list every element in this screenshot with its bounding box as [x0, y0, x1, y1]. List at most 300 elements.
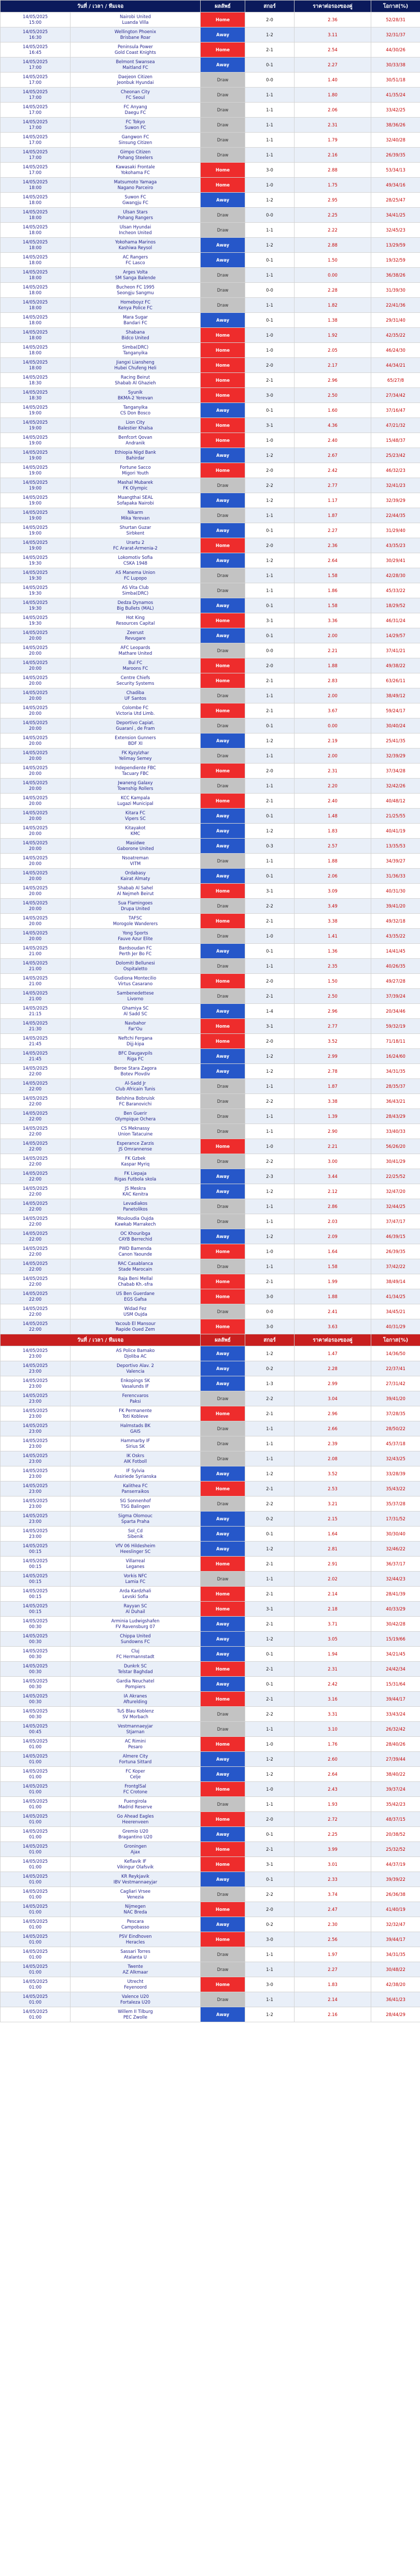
- match-odds: 2.50: [295, 989, 371, 1004]
- table-row[interactable]: [1, 1004, 420, 1019]
- result-badge: Home: [201, 1902, 245, 1917]
- table-row[interactable]: [1, 1572, 420, 1587]
- match-teams-line-2: Nagano Parceiro: [117, 185, 153, 190]
- match-odds: 3.71: [295, 1617, 371, 1632]
- match-odds: 1.64: [295, 1244, 371, 1259]
- table-row[interactable]: [1, 1049, 420, 1064]
- match-odds: 1.92: [295, 328, 371, 343]
- match-datetime-line-1: 14/05/2025: [22, 29, 48, 34]
- table-row[interactable]: [1, 57, 420, 73]
- match-datetime: [1, 1049, 71, 1064]
- match-teams: [71, 1752, 201, 1767]
- table-row[interactable]: [1, 989, 420, 1004]
- match-score: 0-1: [245, 1647, 295, 1662]
- match-datetime-line-1: 14/05/2025: [22, 1321, 48, 1326]
- match-datetime-line-1: 14/05/2025: [22, 1363, 48, 1368]
- table-row[interactable]: [1, 433, 420, 448]
- table-row[interactable]: [1, 1557, 420, 1572]
- match-teams: [71, 1812, 201, 1827]
- table-row[interactable]: [1, 1391, 420, 1406]
- table-row[interactable]: [1, 508, 420, 523]
- table-row[interactable]: [1, 1692, 420, 1707]
- table-row[interactable]: [1, 688, 420, 703]
- match-teams-line-2: Canon Yaounde: [118, 1251, 152, 1257]
- result-badge: Home: [201, 914, 245, 929]
- match-score: 1-1: [245, 1797, 295, 1812]
- match-teams-line-1: Independiente FBC: [115, 765, 156, 770]
- match-odds: 2.86: [295, 1199, 371, 1214]
- table-row[interactable]: [1, 1812, 420, 1827]
- table-row[interactable]: [1, 2007, 420, 2022]
- result-badge: Draw: [201, 1572, 245, 1587]
- match-teams-line-2: Al Nejmeh Beirut: [117, 891, 154, 896]
- match-datetime-line-1: 14/05/2025: [22, 134, 48, 139]
- table-row[interactable]: [1, 1917, 420, 1932]
- table-row[interactable]: [1, 313, 420, 328]
- table-row[interactable]: [1, 1977, 420, 1992]
- table-row[interactable]: [1, 223, 420, 238]
- table-row[interactable]: [1, 1214, 420, 1229]
- match-teams-line-2: Sirbkent: [126, 530, 145, 536]
- match-probability: 56/26/20: [371, 1139, 420, 1154]
- match-teams: [71, 448, 201, 463]
- match-odds: 1.50: [295, 974, 371, 989]
- match-datetime-line-1: 14/05/2025: [22, 420, 48, 425]
- table-row[interactable]: [1, 88, 420, 103]
- table-row[interactable]: [1, 1019, 420, 1034]
- match-odds: 2.30: [295, 1917, 371, 1932]
- table-row[interactable]: [1, 1346, 420, 1361]
- table-row[interactable]: [1, 133, 420, 148]
- result-badge: Draw: [201, 508, 245, 523]
- match-datetime-line-1: 14/05/2025: [22, 1156, 48, 1161]
- table-row[interactable]: [1, 178, 420, 193]
- table-row[interactable]: [1, 463, 420, 478]
- result-badge: Away: [201, 253, 245, 268]
- match-probability: 34/41/25: [371, 208, 420, 223]
- table-row[interactable]: [1, 328, 420, 343]
- table-row[interactable]: [1, 388, 420, 403]
- match-probability: 20/38/52: [371, 1827, 420, 1842]
- table-row[interactable]: [1, 643, 420, 658]
- match-datetime-line-2: 23:00: [29, 1519, 42, 1524]
- match-datetime: [1, 1797, 71, 1812]
- table-row[interactable]: [1, 1034, 420, 1049]
- match-teams-line-1: CS Meknassy: [121, 1126, 150, 1131]
- table-row[interactable]: [1, 1767, 420, 1782]
- table-row[interactable]: [1, 1319, 420, 1334]
- table-row[interactable]: [1, 1797, 420, 1812]
- table-row[interactable]: [1, 1154, 420, 1169]
- table-row[interactable]: [1, 193, 420, 208]
- table-row[interactable]: [1, 1992, 420, 2007]
- table-row[interactable]: [1, 839, 420, 854]
- table-row[interactable]: [1, 1632, 420, 1647]
- table-row[interactable]: [1, 568, 420, 583]
- match-score: 0-0: [245, 1304, 295, 1319]
- match-probability: 33/43/24: [371, 1707, 420, 1722]
- table-row[interactable]: [1, 42, 420, 57]
- match-teams-line-1: Hot King: [126, 615, 145, 620]
- match-datetime-line-2: 22:00: [29, 1176, 42, 1182]
- match-datetime: [1, 523, 71, 538]
- match-teams-line-2: Atalanta U: [124, 1954, 147, 1960]
- match-score: 2-0: [245, 358, 295, 373]
- table-row[interactable]: [1, 779, 420, 794]
- match-probability: 35/43/22: [371, 1481, 420, 1496]
- match-probability: 38/49/12: [371, 688, 420, 703]
- match-teams-line-1: Nsoatreman: [122, 855, 149, 860]
- table-row[interactable]: [1, 1436, 420, 1451]
- match-datetime: [1, 1019, 71, 1034]
- match-teams: [71, 12, 201, 27]
- table-row[interactable]: [1, 1064, 420, 1079]
- table-row[interactable]: [1, 1722, 420, 1737]
- table-row[interactable]: [1, 1244, 420, 1259]
- match-probability: 41/40/19: [371, 1902, 420, 1917]
- table-row[interactable]: [1, 974, 420, 989]
- table-row[interactable]: [1, 914, 420, 929]
- table-row[interactable]: [1, 1512, 420, 1527]
- match-datetime: [1, 553, 71, 568]
- match-teams-line-2: Union Tatacuine: [118, 1131, 153, 1136]
- match-score: 1-2: [245, 1346, 295, 1361]
- match-datetime: [1, 343, 71, 358]
- table-row[interactable]: [1, 899, 420, 914]
- table-row[interactable]: [1, 1079, 420, 1094]
- table-row[interactable]: [1, 1542, 420, 1557]
- match-teams-line-2: Paksi: [130, 1399, 141, 1404]
- match-probability: 34/21/45: [371, 1647, 420, 1662]
- table-header-row: [1, 1, 420, 12]
- match-score: 1-2: [245, 553, 295, 568]
- table-row[interactable]: [1, 493, 420, 508]
- table-row[interactable]: [1, 118, 420, 133]
- table-row[interactable]: [1, 929, 420, 944]
- match-datetime-line-1: 14/05/2025: [22, 269, 48, 275]
- table-row[interactable]: [1, 1304, 420, 1319]
- match-teams-line-2: FC Ararat-Armenia-2: [113, 545, 158, 551]
- match-datetime-line-2: 18:30: [29, 395, 42, 400]
- table-row[interactable]: [1, 1587, 420, 1602]
- table-row[interactable]: [1, 73, 420, 88]
- match-datetime: [1, 1481, 71, 1496]
- match-teams-line-2: Celje: [130, 1774, 141, 1779]
- match-datetime: [1, 824, 71, 839]
- table-row[interactable]: [1, 1962, 420, 1977]
- match-probability: 35/37/28: [371, 1496, 420, 1512]
- match-probability: 44/34/21: [371, 358, 420, 373]
- match-score: 1-1: [245, 88, 295, 103]
- match-datetime-line-2: 17:00: [29, 95, 42, 100]
- table-row[interactable]: [1, 1406, 420, 1421]
- table-row[interactable]: [1, 208, 420, 223]
- table-row[interactable]: [1, 523, 420, 538]
- match-datetime: [1, 1139, 71, 1154]
- table-row[interactable]: [1, 538, 420, 553]
- table-row[interactable]: [1, 703, 420, 718]
- match-teams-line-1: Mashal Mubarek: [117, 480, 153, 485]
- table-row[interactable]: [1, 658, 420, 673]
- match-datetime-line-1: 14/05/2025: [22, 1693, 48, 1699]
- match-datetime: [1, 1466, 71, 1481]
- match-teams: [71, 358, 201, 373]
- match-teams-line-2: Rapide Oued Zem: [116, 1327, 155, 1332]
- match-datetime-line-2: 01:00: [29, 2014, 42, 2020]
- match-teams: [71, 929, 201, 944]
- table-row[interactable]: [1, 1169, 420, 1184]
- match-score: 3-1: [245, 1857, 295, 1872]
- table-row[interactable]: [1, 1842, 420, 1857]
- match-odds: 3.74: [295, 1887, 371, 1902]
- match-datetime-line-1: 14/05/2025: [22, 149, 48, 154]
- match-teams: [71, 869, 201, 884]
- match-score: 1-2: [245, 27, 295, 42]
- table-row[interactable]: [1, 1707, 420, 1722]
- match-teams-line-1: AS Police Bamako: [116, 1348, 155, 1353]
- match-datetime-line-1: 14/05/2025: [22, 14, 48, 19]
- table-row[interactable]: [1, 1259, 420, 1274]
- table-row[interactable]: [1, 673, 420, 688]
- match-teams-line-2: Rigas Futbola skola: [114, 1176, 157, 1182]
- table-row[interactable]: [1, 268, 420, 283]
- match-odds: 2.47: [295, 1902, 371, 1917]
- match-teams-line-2: Sirius SK: [125, 1444, 145, 1449]
- match-probability: 31/39/30: [371, 283, 420, 298]
- table-row[interactable]: [1, 1932, 420, 1947]
- match-odds: 3.52: [295, 1466, 371, 1481]
- table-row[interactable]: [1, 298, 420, 313]
- match-odds: 1.47: [295, 1346, 371, 1361]
- table-row[interactable]: [1, 1527, 420, 1542]
- match-teams-line-1: Almere City: [122, 1753, 148, 1759]
- match-datetime: [1, 598, 71, 613]
- table-row[interactable]: [1, 1827, 420, 1842]
- match-datetime-line-2: 20:00: [29, 906, 42, 911]
- table-row[interactable]: [1, 1902, 420, 1917]
- table-row[interactable]: [1, 628, 420, 643]
- table-row[interactable]: [1, 403, 420, 418]
- table-row[interactable]: [1, 1662, 420, 1677]
- match-teams-line-1: FK Liepaja: [124, 1171, 147, 1176]
- result-badge: Away: [201, 1184, 245, 1199]
- match-probability: 27/31/42: [371, 1376, 420, 1391]
- table-row[interactable]: [1, 1857, 420, 1872]
- table-row[interactable]: [1, 794, 420, 809]
- table-row[interactable]: [1, 1124, 420, 1139]
- match-teams-line-2: UF Santos: [124, 696, 147, 701]
- result-badge: Away: [201, 313, 245, 328]
- match-datetime-line-1: 14/05/2025: [22, 119, 48, 124]
- match-datetime-line-2: 18:00: [29, 200, 42, 205]
- match-teams-line-1: OC Khouribga: [120, 1231, 150, 1236]
- table-row[interactable]: [1, 1139, 420, 1154]
- table-row[interactable]: [1, 733, 420, 749]
- result-badge: Away: [201, 1361, 245, 1376]
- result-badge: Home: [201, 1812, 245, 1827]
- table-row[interactable]: [1, 103, 420, 118]
- match-datetime-line-1: 14/05/2025: [22, 1438, 48, 1443]
- match-probability: 38/36/26: [371, 118, 420, 133]
- table-row[interactable]: [1, 238, 420, 253]
- match-teams-line-2: Lamia FC: [125, 1579, 146, 1584]
- table-row[interactable]: [1, 1229, 420, 1244]
- result-badge: Draw: [201, 1109, 245, 1124]
- match-datetime: [1, 1872, 71, 1887]
- table-row[interactable]: [1, 358, 420, 373]
- table-row[interactable]: [1, 1602, 420, 1617]
- table-row[interactable]: [1, 1947, 420, 1962]
- table-row[interactable]: [1, 959, 420, 974]
- table-row[interactable]: [1, 583, 420, 598]
- match-teams: [71, 1692, 201, 1707]
- table-row[interactable]: [1, 869, 420, 884]
- match-datetime-line-2: 19:30: [29, 591, 42, 596]
- match-score: 3-1: [245, 1019, 295, 1034]
- match-teams: [71, 1229, 201, 1244]
- table-row[interactable]: [1, 1199, 420, 1214]
- match-probability: 20/34/46: [371, 1004, 420, 1019]
- match-teams-line-1: Lokomotiv Sofia: [118, 555, 153, 560]
- match-teams: [71, 1992, 201, 2007]
- match-odds: 2.99: [295, 1376, 371, 1391]
- match-datetime: [1, 1361, 71, 1376]
- table-row[interactable]: [1, 12, 420, 27]
- match-probability: 46/39/15: [371, 1229, 420, 1244]
- table-row[interactable]: [1, 1184, 420, 1199]
- table-row[interactable]: [1, 418, 420, 433]
- match-datetime: [1, 749, 71, 764]
- match-teams: [71, 1436, 201, 1451]
- table-row[interactable]: [1, 1361, 420, 1376]
- match-datetime-line-2: 20:00: [29, 756, 42, 761]
- match-teams-line-2: Livorno: [127, 996, 144, 1001]
- match-datetime-line-1: 14/05/2025: [22, 405, 48, 410]
- table-row[interactable]: [1, 1289, 420, 1304]
- match-teams-line-1: Go Ahead Eagles: [117, 1814, 154, 1819]
- match-odds: 2.83: [295, 673, 371, 688]
- match-datetime: [1, 1391, 71, 1406]
- table-row[interactable]: [1, 1094, 420, 1109]
- match-datetime-line-1: 14/05/2025: [22, 885, 48, 890]
- table-row[interactable]: [1, 764, 420, 779]
- match-probability: 32/44/23: [371, 1572, 420, 1587]
- table-row[interactable]: [1, 1782, 420, 1797]
- match-datetime-line-2: 19:30: [29, 606, 42, 611]
- match-datetime: [1, 854, 71, 869]
- match-probability: 36/37/17: [371, 1557, 420, 1572]
- match-teams-line-2: Simba(DRC): [122, 591, 149, 596]
- table-row[interactable]: [1, 1737, 420, 1752]
- match-teams: [71, 1049, 201, 1064]
- result-badge: Home: [201, 463, 245, 478]
- result-badge: Home: [201, 1737, 245, 1752]
- table-row[interactable]: [1, 1677, 420, 1692]
- match-teams: [71, 88, 201, 103]
- result-badge: Draw: [201, 854, 245, 869]
- table-row[interactable]: [1, 1274, 420, 1289]
- table-row[interactable]: [1, 854, 420, 869]
- table-row[interactable]: [1, 253, 420, 268]
- match-teams: [71, 253, 201, 268]
- match-odds: 2.31: [295, 764, 371, 779]
- match-probability: 32/39/29: [371, 493, 420, 508]
- match-datetime-line-2: 01:00: [29, 1834, 42, 1839]
- table-row[interactable]: [1, 1466, 420, 1481]
- match-teams-line-1: SG Sonnenhof: [120, 1498, 151, 1503]
- table-row[interactable]: [1, 598, 420, 613]
- match-teams-line-1: Sigma Olomouc: [118, 1513, 153, 1518]
- match-teams-line-2: Heerenveen: [122, 1819, 149, 1824]
- table-row[interactable]: [1, 809, 420, 824]
- match-probability: 30/33/38: [371, 57, 420, 73]
- match-score: 3-0: [245, 1977, 295, 1992]
- match-teams-line-2: Hubei Chufeng Heli: [114, 365, 157, 370]
- table-row[interactable]: [1, 884, 420, 899]
- match-datetime-line-2: 01:00: [29, 1924, 42, 1930]
- result-badge: Away: [201, 809, 245, 824]
- match-teams: [71, 1406, 201, 1421]
- table-row[interactable]: [1, 1451, 420, 1466]
- table-row[interactable]: [1, 448, 420, 463]
- match-teams-line-1: Keflavik IF: [124, 1859, 147, 1864]
- match-datetime-line-2: 17:00: [29, 170, 42, 175]
- match-odds: 2.28: [295, 283, 371, 298]
- match-datetime-line-1: 14/05/2025: [22, 465, 48, 470]
- match-score: 2-1: [245, 1481, 295, 1496]
- table-row[interactable]: [1, 373, 420, 388]
- result-badge: Home: [201, 1692, 245, 1707]
- table-row[interactable]: [1, 1496, 420, 1512]
- match-datetime-line-2: 01:00: [29, 1999, 42, 2005]
- table-row[interactable]: [1, 1617, 420, 1632]
- match-teams-line-1: Shurtan Guzar: [119, 525, 151, 530]
- match-teams: [71, 703, 201, 718]
- match-probability: 27/39/44: [371, 1752, 420, 1767]
- match-score: 2-2: [245, 1887, 295, 1902]
- match-score: 1-1: [245, 1214, 295, 1229]
- result-badge: Home: [201, 358, 245, 373]
- table-row[interactable]: [1, 749, 420, 764]
- table-row[interactable]: [1, 1109, 420, 1124]
- match-datetime: [1, 42, 71, 57]
- table-row[interactable]: [1, 718, 420, 733]
- match-datetime-line-1: 14/05/2025: [22, 1423, 48, 1428]
- match-datetime-line-1: 14/05/2025: [22, 675, 48, 680]
- table-row[interactable]: [1, 163, 420, 178]
- table-row[interactable]: [1, 343, 420, 358]
- table-row[interactable]: [1, 1481, 420, 1496]
- table-row[interactable]: [1, 1376, 420, 1391]
- table-row[interactable]: [1, 1887, 420, 1902]
- match-probability: 27/34/42: [371, 388, 420, 403]
- table-row[interactable]: [1, 1647, 420, 1662]
- table-row[interactable]: [1, 148, 420, 163]
- match-teams-line-1: Ordabasy: [124, 870, 146, 875]
- table-row[interactable]: [1, 824, 420, 839]
- match-odds: 3.16: [295, 1692, 371, 1707]
- table-row[interactable]: [1, 478, 420, 493]
- table-row[interactable]: [1, 27, 420, 42]
- table-row[interactable]: [1, 283, 420, 298]
- table-row[interactable]: [1, 1752, 420, 1767]
- table-row[interactable]: [1, 553, 420, 568]
- table-row[interactable]: [1, 613, 420, 628]
- table-row[interactable]: [1, 944, 420, 959]
- table-row[interactable]: [1, 1872, 420, 1887]
- match-teams: [71, 1842, 201, 1857]
- table-row[interactable]: [1, 1421, 420, 1436]
